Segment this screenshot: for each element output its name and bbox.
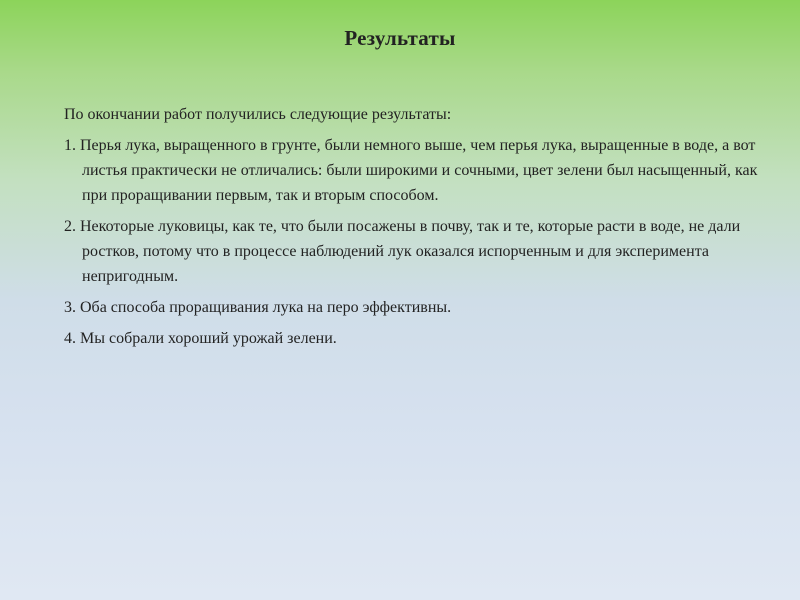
result-item-1: 1. Перья лука, выращенного в грунте, были немного выше, чем перья лука, выращенные в воде, а вот листья практически не отличались: были широкими и сочными, цвет зелени был насыщенный, как при проращивании первым, так и вторым способом.	[64, 137, 758, 204]
result-item-4: 4. Мы собрали хороший урожай зелени.	[64, 330, 337, 347]
result-item-2: 2. Некоторые луковицы, как те, что были посажены в почву, так и те, которые расти в воде, не дали ростков, потому что в процессе наблюдений лук оказался испорченным и для эксперимента непригодным.	[64, 218, 741, 285]
slide-body	[64, 102, 764, 357]
slide-title: Результаты	[344, 26, 456, 50]
result-item-3: 3. Оба способа проращивания лука на перо эффективны.	[64, 299, 452, 316]
intro-text: По окончании работ получились следующие результаты:	[64, 106, 452, 123]
